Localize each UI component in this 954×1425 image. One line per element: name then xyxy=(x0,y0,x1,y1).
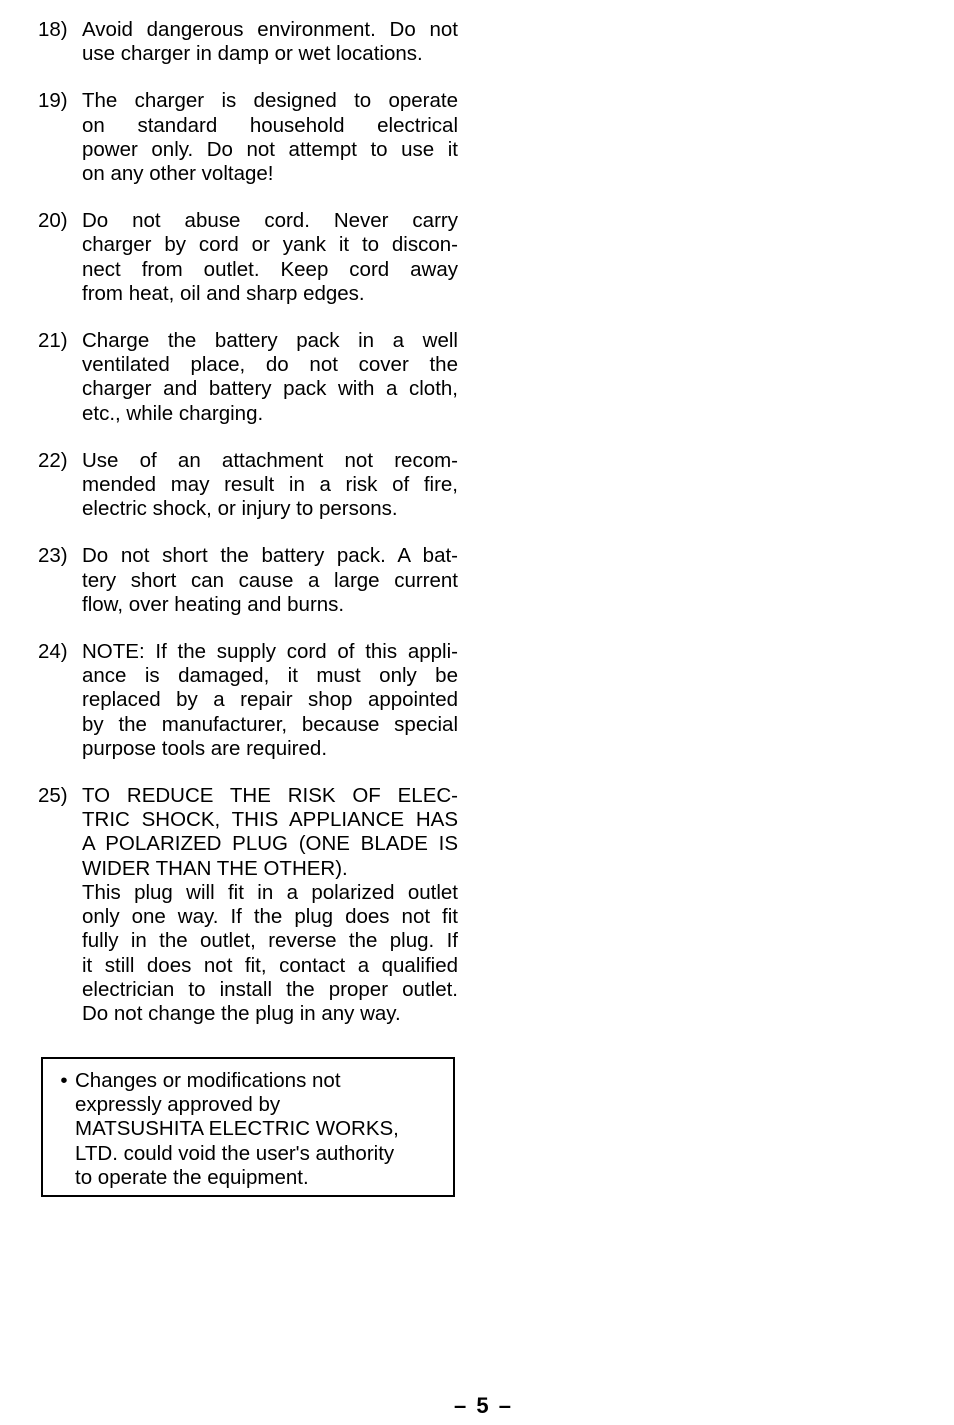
item-number: 22) xyxy=(38,448,68,472)
item-line: use charger in damp or wet locations. xyxy=(82,42,423,66)
item-text xyxy=(82,209,458,306)
item-line: electrician to install the proper outlet. xyxy=(82,977,458,1001)
notice-line: MATSUSHITA ELECTRIC WORKS, xyxy=(75,1117,399,1141)
item-line: flow, over heating and burns. xyxy=(82,592,345,616)
list-item-24 xyxy=(38,640,458,761)
item-line: A POLARIZED PLUG (ONE BLADE IS xyxy=(82,832,458,856)
item-line: charger by cord or yank it to discon- xyxy=(82,233,458,257)
notice-line: expressly approved by xyxy=(75,1093,281,1117)
item-line: NOTE: If the supply cord of this appli- xyxy=(82,640,458,664)
list-item-22 xyxy=(38,449,458,522)
notice-line: to operate the equipment. xyxy=(75,1165,309,1189)
item-text xyxy=(82,544,458,617)
list-item-19 xyxy=(38,89,458,186)
item-line: from heat, oil and sharp edges. xyxy=(82,281,365,305)
item-line: mended may result in a risk of fire, xyxy=(82,473,458,497)
item-line: only one way. If the plug does not fit xyxy=(82,905,458,929)
item-line: Avoid dangerous environment. Do not xyxy=(82,18,458,41)
item-line: ance is damaged, it must only be xyxy=(82,664,458,688)
item-text xyxy=(82,640,458,761)
item-line: it still does not fit, contact a qualified xyxy=(82,953,458,977)
item-number: 20) xyxy=(38,209,68,233)
item-number: 21) xyxy=(38,329,68,353)
item-number: 18) xyxy=(38,18,68,41)
notice-line: Changes or modifications not xyxy=(75,1069,341,1092)
item-line: ventilated place, do not cover the xyxy=(82,353,458,377)
item-text xyxy=(82,89,458,186)
item-line: Charge the battery pack in a well xyxy=(82,329,458,353)
item-line: The charger is designed to operate xyxy=(82,89,458,113)
item-text xyxy=(82,784,458,1026)
item-line: charger and battery pack with a cloth, xyxy=(82,377,458,401)
item-line: Do not change the plug in any way. xyxy=(82,1001,401,1025)
item-line: etc., while charging. xyxy=(82,401,264,425)
item-line: power only. Do not attempt to use it xyxy=(82,137,458,161)
item-number: 25) xyxy=(38,784,68,808)
item-line: Do not abuse cord. Never carry xyxy=(82,209,458,233)
item-text xyxy=(82,18,458,66)
item-line: This plug will fit in a polarized outlet xyxy=(82,880,458,904)
list-item-18 xyxy=(38,18,458,66)
list-item-21 xyxy=(38,329,458,426)
safety-instructions-list xyxy=(38,18,458,1049)
item-line: purpose tools are required. xyxy=(82,736,328,760)
item-text xyxy=(82,449,458,522)
item-line: WIDER THAN THE OTHER). xyxy=(82,856,348,880)
bullet-icon: • xyxy=(60,1069,68,1092)
item-number: 24) xyxy=(38,640,68,664)
notice-text xyxy=(75,1069,443,1195)
list-item-20 xyxy=(38,209,458,306)
item-number: 19) xyxy=(38,89,68,113)
list-item-23 xyxy=(38,544,458,617)
item-line: electric shock, or injury to persons. xyxy=(82,497,398,521)
item-line: tery short can cause a large current xyxy=(82,568,458,592)
item-number: 23) xyxy=(38,544,68,568)
item-line: by the manufacturer, because special xyxy=(82,712,458,736)
item-line: TO REDUCE THE RISK OF ELEC- xyxy=(82,784,458,808)
fcc-notice-box xyxy=(41,1057,455,1197)
item-line: replaced by a repair shop appointed xyxy=(82,688,458,712)
item-text xyxy=(82,329,458,426)
notice-line: LTD. could void the user's authority xyxy=(75,1141,395,1165)
item-line: Do not short the battery pack. A bat- xyxy=(82,544,458,568)
item-line: fully in the outlet, reverse the plug. If xyxy=(82,929,458,953)
item-line: Use of an attachment not recom- xyxy=(82,448,458,472)
page-number: – 5 – xyxy=(454,1393,513,1418)
item-line: on any other voltage! xyxy=(82,162,274,186)
item-line: on standard household electrical xyxy=(82,113,458,137)
item-line: nect from outlet. Keep cord away xyxy=(82,257,458,281)
item-line: TRIC SHOCK, THIS APPLIANCE HAS xyxy=(82,808,458,832)
list-item-25 xyxy=(38,784,458,1026)
